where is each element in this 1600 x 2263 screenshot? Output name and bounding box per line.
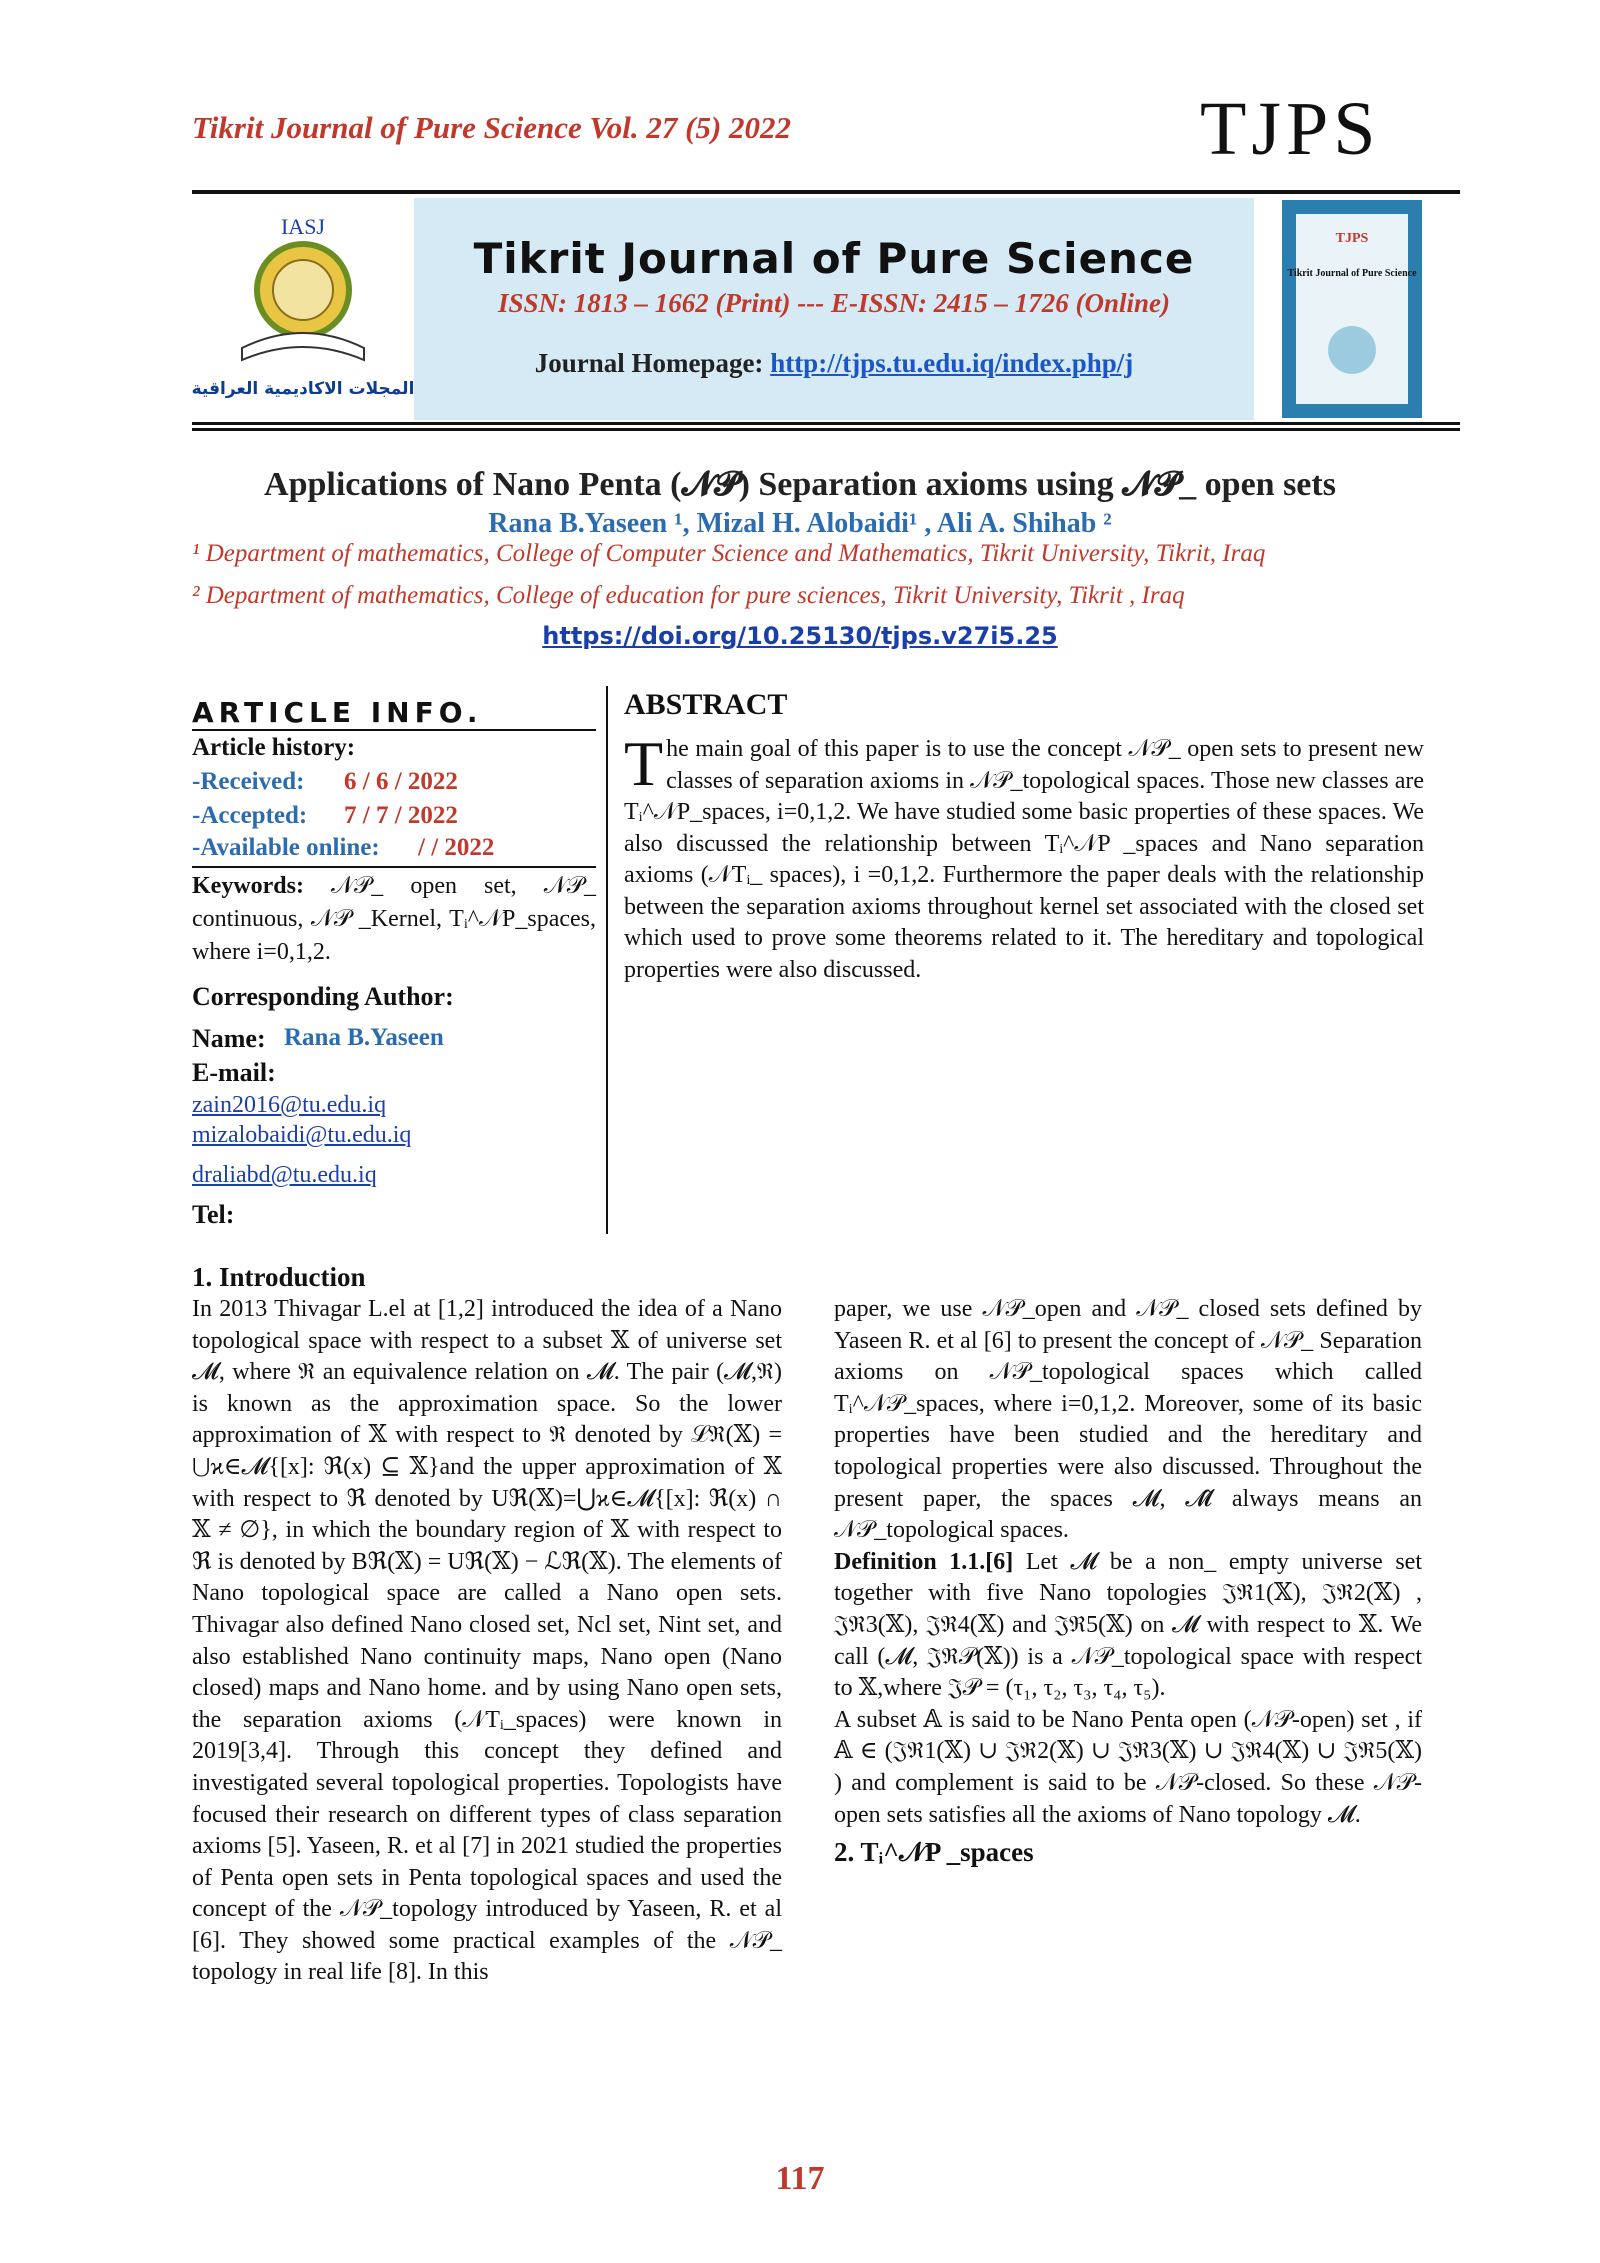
affiliation-1: ¹ Department of mathematics, College of Computer Science and Mathematics, Tikrit University, Tikrit, Iraq bbox=[192, 540, 1266, 567]
banner-journal-title: Tikrit Journal of Pure Science bbox=[473, 234, 1195, 283]
author-name: Rana B.Yaseen bbox=[284, 1024, 444, 1051]
cover-tjps: TJPS bbox=[1335, 231, 1369, 246]
introduction-heading: 1. Introduction bbox=[192, 1262, 366, 1292]
journal-banner bbox=[192, 198, 1460, 420]
abstract-body bbox=[624, 728, 1424, 986]
paper-authors: Rana B.Yaseen ¹, Mizal H. Alobaidi¹ , Ali A. Shihab ² bbox=[488, 508, 1112, 539]
article-history-label: Article history: bbox=[192, 734, 356, 761]
tjps-logo: TJPS bbox=[1200, 87, 1381, 171]
cover-title: Tikrit Journal of Pure Science bbox=[1287, 268, 1417, 279]
email-link-3[interactable]: draliabd@tu.edu.iq bbox=[192, 1162, 377, 1188]
homepage-link[interactable]: http://tjps.tu.edu.iq/index.php/j bbox=[770, 348, 1134, 378]
tel-label: Tel: bbox=[192, 1200, 235, 1229]
iasj-arabic-label: المجلات الاكاديمية العراقية bbox=[192, 379, 414, 399]
article-info-heading: ARTICLE INFO. bbox=[192, 696, 483, 729]
abstract-dropcap: T bbox=[624, 728, 664, 799]
intro-right-paragraph: paper, we use 𝒩𝒫_open and 𝒩𝒫_ closed sets defined by Yaseen R. et al [6] to present the concept of 𝒩𝒫_ Separation axioms on 𝒩𝒫_topological spaces which called Tᵢ^𝒩𝒫_spaces, where i=0,1,2. Moreover, some of its basic properties have been studied and the hereditary and topological properties were also discussed. Throughout the present paper, the spaces 𝓜, 𝓜̂ always means an 𝒩𝒫_topological spaces. bbox=[834, 1296, 1422, 1544]
intro-right-column bbox=[834, 1294, 1422, 1869]
definition-1-1 bbox=[834, 1547, 1422, 1705]
header-rule bbox=[192, 190, 1460, 194]
email-link-1[interactable]: zain2016@tu.edu.iq bbox=[192, 1092, 387, 1118]
email-link-2[interactable]: mizalobaidi@tu.edu.iq bbox=[192, 1122, 412, 1148]
banner-rule-bottom bbox=[192, 428, 1460, 431]
name-label: Name: bbox=[192, 1024, 266, 1053]
iasj-label: IASJ bbox=[280, 214, 326, 239]
email-label: E-mail: bbox=[192, 1058, 276, 1087]
banner-issn: ISSN: 1813 – 1662 (Print) --- E-ISSN: 2415 – 1726 (Online) bbox=[497, 288, 1171, 318]
intro-left-column: In 2013 Thivagar L.el at [1,2] introduced the idea of a Nano topological space with respect to a subset 𝕏 of universe set 𝓜, where ℜ an equivalence relation on 𝓜. The pair (𝓜,ℜ) is known as the approximation space. So the lower approximation of 𝕏 with respect to ℜ denoted by ℒℜ(𝕏) = ⋃ϰ∈𝓜{[x]: ℜ(x) ⊆ 𝕏}and the upper approximation of 𝕏 with respect to ℜ denoted by Uℜ(𝕏)=⋃ϰ∈𝓜{[x]: ℜ(x) ∩ 𝕏 ≠ ∅}, in which the boundary region of 𝕏 with respect to ℜ is denoted by Bℜ(𝕏) = Uℜ(𝕏) − ℒℜ(𝕏). The elements of Nano topological space are called a Nano open sets. Thivagar also defined Nano closed set, Ncl set, Nint set, and also established Nano continuity maps, Nano open (Nano closed) maps and Nano home. and by using Nano open sets, the separation axioms (𝒩Tᵢ_spaces) were known in 2019[3,4]. Through this concept they defined and investigated several topological properties. Topologists have focused their research on different types of class separation axioms [5]. Yaseen, R. et al [7] in 2021 studied the properties of Penta open sets in Penta topological spaces and used the concept of the 𝒩𝒫_topology introduced by Yaseen, R. et al [6]. They showed some practical examples of the 𝒩𝒫_ topology in real life [8]. In this bbox=[192, 1296, 782, 1986]
homepage-label: Journal Homepage: bbox=[534, 348, 771, 378]
keywords-label: Keywords: bbox=[192, 873, 304, 899]
keywords-block bbox=[192, 870, 596, 969]
article-info-rule-2 bbox=[192, 866, 596, 868]
abstract-text: he main goal of this paper is to use the concept 𝒩𝒫_ open sets to present new classes of separation axioms in 𝒩𝒫_topological spaces. Those new classes are Tᵢ^𝒩P_spaces, i=0,1,2. We have studied some basic properties of these spaces. We also discussed the relationship between Tᵢ^𝒩P _spaces and Nano separation axioms (𝒩Tᵢ_ spaces), i =0,1,2. Furthermore the paper deals with the relationship between the separation axioms throughout kernel set associated with the closed set which used to prove some theorems related to it. The hereditary and topological properties were also discussed. bbox=[624, 736, 1424, 983]
article-info-rule-1 bbox=[192, 729, 596, 731]
abstract-heading: ABSTRACT bbox=[624, 688, 788, 721]
banner-center bbox=[414, 198, 1254, 420]
journal-cover-thumbnail bbox=[1282, 200, 1422, 418]
column-divider bbox=[606, 686, 608, 1234]
online-label: -Available online: bbox=[192, 834, 380, 861]
definition-text: Let 𝓜 be a non_ empty universe set together with five Nano topologies 𝔍ℜ1(𝕏), 𝔍ℜ2(𝕏) , 𝔍ℜ3(𝕏), 𝔍ℜ4(𝕏) and 𝔍ℜ5(𝕏) on 𝓜 with respect to 𝕏. We call (𝓜, 𝔍ℜ𝒫(𝕏)) is a 𝒩𝒫_topological space with respect to 𝕏,where 𝔍𝒫 = (τ₁, τ₂, τ₃, τ₄, τ₅). bbox=[834, 1548, 1422, 1702]
banner-rule-top bbox=[192, 422, 1460, 425]
banner-homepage bbox=[414, 348, 1254, 379]
received-label: -Received: bbox=[192, 768, 305, 795]
accepted-value: 7 / 7 / 2022 bbox=[344, 802, 458, 829]
doi-link[interactable]: https://doi.org/10.25130/tjps.v27i5.25 bbox=[542, 622, 1058, 650]
received-value: 6 / 6 / 2022 bbox=[344, 768, 458, 795]
journal-running-header: Tikrit Journal of Pure Science Vol. 27 (5) 2022 bbox=[192, 110, 792, 145]
section-2-heading: 2. Tᵢ^𝒩P _spaces bbox=[834, 1837, 1034, 1868]
definition-label: Definition 1.1.[6] bbox=[834, 1548, 1014, 1575]
keywords-text: 𝒩𝒫_ open set, 𝒩𝒫_ continuous, 𝒩𝒫 _Kernel, Tᵢ^𝒩P_spaces, where i=0,1,2. bbox=[192, 873, 597, 965]
online-value: / / 2022 bbox=[418, 834, 495, 861]
subset-paragraph: A subset 𝔸 is said to be Nano Penta open (𝒩𝒫-open) set , if 𝔸 ∈ (𝔍ℜ1(𝕏) ∪ 𝔍ℜ2(𝕏) ∪ 𝔍ℜ3(𝕏) ∪ 𝔍ℜ4(𝕏) ∪ 𝔍ℜ5(𝕏) ) and complement is said to be 𝒩𝒫-closed. So these 𝒩𝒫-open sets satisfies all the axioms of Nano topology 𝓜. bbox=[834, 1706, 1422, 1828]
iasj-logo bbox=[192, 198, 414, 420]
affiliation-2: ² Department of mathematics, College of education for pure sciences, Tikrit University, Tikrit , Iraq bbox=[192, 582, 1185, 609]
corresponding-author-label: Corresponding Author: bbox=[192, 982, 454, 1011]
accepted-label: -Accepted: bbox=[192, 802, 308, 829]
paper-title: Applications of Nano Penta (𝓝𝓟) Separation axioms using 𝓝𝓟_ open sets bbox=[264, 466, 1336, 503]
page-number: 117 bbox=[775, 2160, 825, 2197]
